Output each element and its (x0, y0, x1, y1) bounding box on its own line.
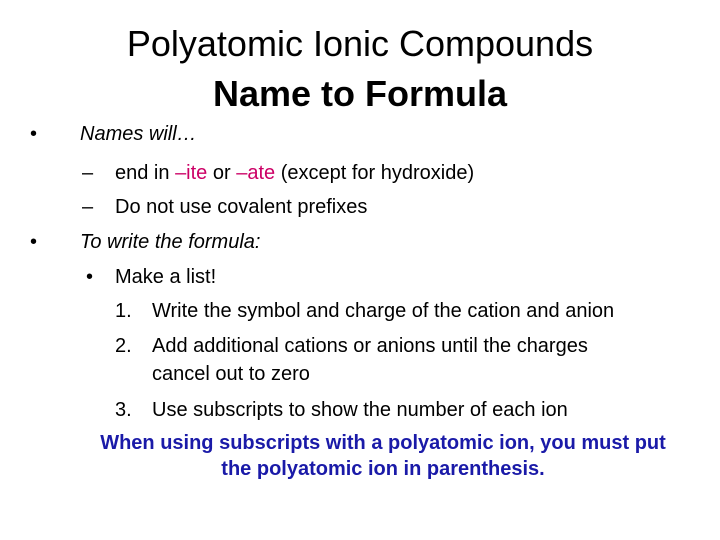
subitem-ending-rule (115, 161, 474, 185)
step-number: 3. (115, 399, 132, 421)
subitem-make-list: Make a list! (115, 266, 217, 288)
step-text: Add additional cations or anions until the charges (152, 335, 588, 357)
subitem-text-c: or (207, 162, 237, 184)
dash-marker: – (82, 162, 94, 184)
suffix-ite: –ite (175, 162, 208, 184)
bullet-marker: • (30, 123, 38, 145)
subitem-text-a: end in (115, 162, 176, 184)
bullet-write-formula: To write the formula: (80, 231, 261, 253)
suffix-ate: –ate (236, 162, 276, 184)
dash-marker: – (82, 196, 94, 218)
slide-subtitle: Name to Formula (212, 73, 508, 114)
step-number: 1. (115, 300, 132, 322)
step-number: 2. (115, 335, 132, 357)
sub-bullet-marker: • (86, 266, 94, 288)
step-text: Write the symbol and charge of the cation and anion (152, 300, 615, 322)
parenthesis-note-line2: the polyatomic ion in parenthesis. (221, 458, 545, 480)
parenthesis-note-line1: When using subscripts with a polyatomic ion, you must put (100, 432, 666, 454)
bullet-marker: • (30, 231, 38, 253)
slide-title: Polyatomic Ionic Compounds (126, 23, 594, 64)
bullet-names-will: Names will… (80, 123, 197, 145)
subitem-no-prefixes: Do not use covalent prefixes (115, 196, 368, 218)
subitem-text-e: (except for hydroxide) (275, 162, 475, 184)
step-text: Use subscripts to show the number of each ion (152, 399, 568, 421)
step-text-continued: cancel out to zero (152, 363, 310, 385)
